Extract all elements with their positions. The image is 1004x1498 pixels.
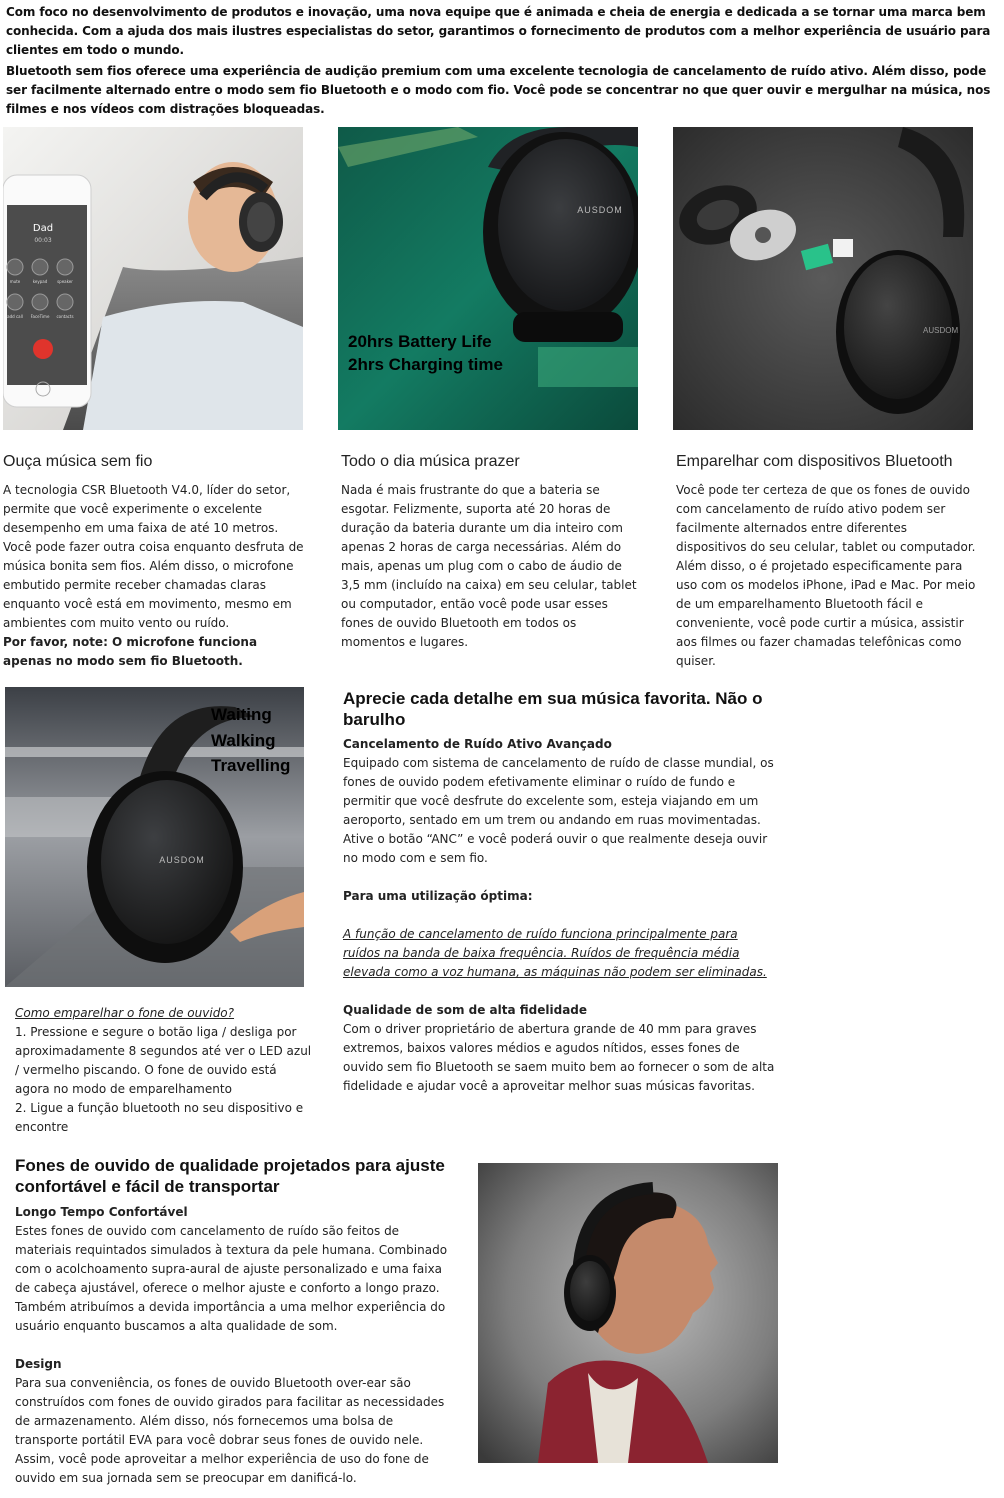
battery-overlay-line2: 2hrs Charging time — [348, 355, 503, 374]
phone-key-speaker: speaker — [57, 279, 73, 284]
feature-text-battery: Nada é mais frustrante do que a bateria se esgotar. Felizmente, suporta até 20 horas de duração da bateria durante um dia inteiro com apenas 2 horas de carga necessárias. Além do mais, apenas um plug com o cabo de áudio de 3,5 mm (incluído na caixa) em seu celular, tablet ou computador, então você pode usar esses fones de ouvido Bluetooth em todos os momentos e lugares. — [341, 483, 637, 649]
exploded-image-brand: AUSDOM — [923, 326, 959, 335]
commute-image-brand: AUSDOM — [159, 855, 205, 865]
phone-caller-name: Dad — [32, 223, 54, 234]
intro-paragraph-1: Com foco no desenvolvimento de produtos e inovação, uma nova equipe que é animada e cheia de energia e dedicada a se tornar uma marca bem conhecida. Com a ajuda dos mais ilustres especialistas do setor, garantimos o fornecimento de produtos com a melhor experiência de usuário para clientes em todo o mundo. — [6, 5, 991, 57]
battery-image-brand: AUSDOM — [577, 205, 623, 215]
anc-note: A função de cancelamento de ruído funciona principalmente para ruídos na banda de baixa frequência. Ruídos de frequência média elevada como a voz humana, as máquinas não podem ser eliminadas. — [343, 927, 767, 979]
phone-key-mute: mute — [9, 279, 21, 284]
pairing-step-1: 1. Pressione e segure o botão liga / desliga por aproximadamente 8 segundos até ver o LED azul / vermelho piscando. O fone de ouvido está agora no modo de emparelhamento — [15, 1025, 312, 1096]
comfort-subheading-2: Design — [15, 1357, 62, 1371]
anc-text-3: Com o driver proprietário de abertura grande de 40 mm para graves extremos, baixos valores médios e agudos nítidos, esses fones de ouvido sem fio Bluetooth se saem muito bem ao fornecer o som de alta fidelidade e ajudar você a aproveitar melhor suas músicas favoritas. — [343, 1022, 775, 1093]
overlay-travelling: Travelling — [211, 756, 291, 775]
anc-heading: Aprecie cada detalhe em sua música favorita. Não o barulho — [343, 689, 763, 729]
phone-key-facetime: FaceTime — [30, 314, 50, 319]
overlay-waiting: Waiting — [211, 705, 272, 724]
image-man-profile — [478, 1163, 778, 1463]
feature-title-pairing: Emparelhar com dispositivos Bluetooth — [676, 453, 953, 470]
phone-call-time: 00:03 — [34, 237, 52, 244]
comfort-heading: Fones de ouvido de qualidade projetados para ajuste confortável e fácil de transportar — [15, 1156, 445, 1196]
comfort-subheading-1: Longo Tempo Confortável — [15, 1205, 188, 1219]
feature-title-battery: Todo o dia música prazer — [341, 453, 520, 470]
phone-key-add-call: add call — [7, 314, 23, 319]
anc-subheading-1: Cancelamento de Ruído Ativo Avançado — [343, 737, 612, 751]
battery-overlay-line1: 20hrs Battery Life — [348, 332, 492, 351]
feature-note-microphone: Por favor, note: O microfone funciona apenas no modo sem fio Bluetooth. — [3, 635, 258, 668]
image-exploded-headphone — [673, 127, 973, 430]
feature-text-pairing: Você pode ter certeza de que os fones de ouvido com cancelamento de ruído ativo podem ser facilmente alternados entre diferentes dispositivos do seu celular, tablet ou computador. Além disso, o é projetado especificamente para uso com os modelos iPhone, iPad e Mac. Por meio de um emparelhamento Bluetooth fácil e conveniente, você pode curtir a música, assistir aos filmes ou fazer chamadas telefônicas como quiser. — [676, 483, 976, 668]
anc-subheading-3: Qualidade de som de alta fidelidade — [343, 1003, 588, 1017]
comfort-text-2: Para sua conveniência, os fones de ouvido Bluetooth over-ear são construídos com fones de ouvido girados para facilitar as necessidades de armazenamento. Além disso, nós fornecemos uma bolsa de transporte portátil EVA para você dobrar seus fones de ouvido nele. Assim, você pode aproveitar a melhor experiência de uso do fone de ouvido em sua jornada sem se preocupar em danificá-lo. — [15, 1376, 445, 1485]
overlay-walking: Walking — [211, 731, 276, 750]
comfort-text-1: Estes fones de ouvido com cancelamento de ruído são feitos de materiais requintados simulados à textura da pele humana. Combinado com o acolchoamento supra-aural de ajuste personalizado e uma faixa de cabeça ajustável, oferece o melhor ajuste e conforto a longo prazo. Também atribuímos a devida importância a uma melhor experiência do usuário enquanto buscamos a alta qualidade de som. — [15, 1224, 448, 1333]
feature-text-wireless: A tecnologia CSR Bluetooth V4.0, líder do setor, permite que você experimente o excelente desempenho em uma faixa de até 10 metros. Você pode fazer outra coisa enquanto desfruta de música bonita sem fios. Além disso, o microfone embutido permite receber chamadas claras enquanto você está em movimento, mesmo em ambientes com muito vento ou ruído. — [3, 483, 304, 630]
pairing-step-2: 2. Ligue a função bluetooth no seu dispositivo e encontre — [15, 1101, 304, 1134]
image-battery-life — [338, 127, 638, 430]
phone-key-keypad: keypad — [32, 279, 48, 284]
pairing-title: Como emparelhar o fone de ouvido? — [15, 1006, 235, 1020]
anc-text-1: Equipado com sistema de cancelamento de ruído de classe mundial, os fones de ouvido podem efetivamente eliminar o ruído de fundo e permitir que você desfrute do excelente som, esteja viajando em um aeroporto, sentado em um trem ou andando em ruas movimentadas. Ative o botão “ANC” e você poderá ouvir o que realmente deseja ouvir no modo com e sem fio. — [343, 756, 774, 865]
intro-paragraph-2: Bluetooth sem fios oferece uma experiência de audição premium com uma excelente tecnologia de cancelamento de ruído ativo. Além disso, pode ser facilmente alternado entre o modo sem fio Bluetooth e o modo com fio. Você pode se concentrar no que quer ouvir e mergulhar na música, nos filmes e nos vídeos com distrações bloqueadas. — [6, 64, 991, 116]
image-man-with-phone — [3, 127, 303, 430]
image-commute-station — [5, 687, 304, 987]
phone-key-contacts: contacts — [56, 314, 74, 319]
anc-subheading-2: Para uma utilização óptima: — [343, 889, 533, 903]
feature-title-wireless: Ouça música sem fio — [3, 453, 153, 470]
